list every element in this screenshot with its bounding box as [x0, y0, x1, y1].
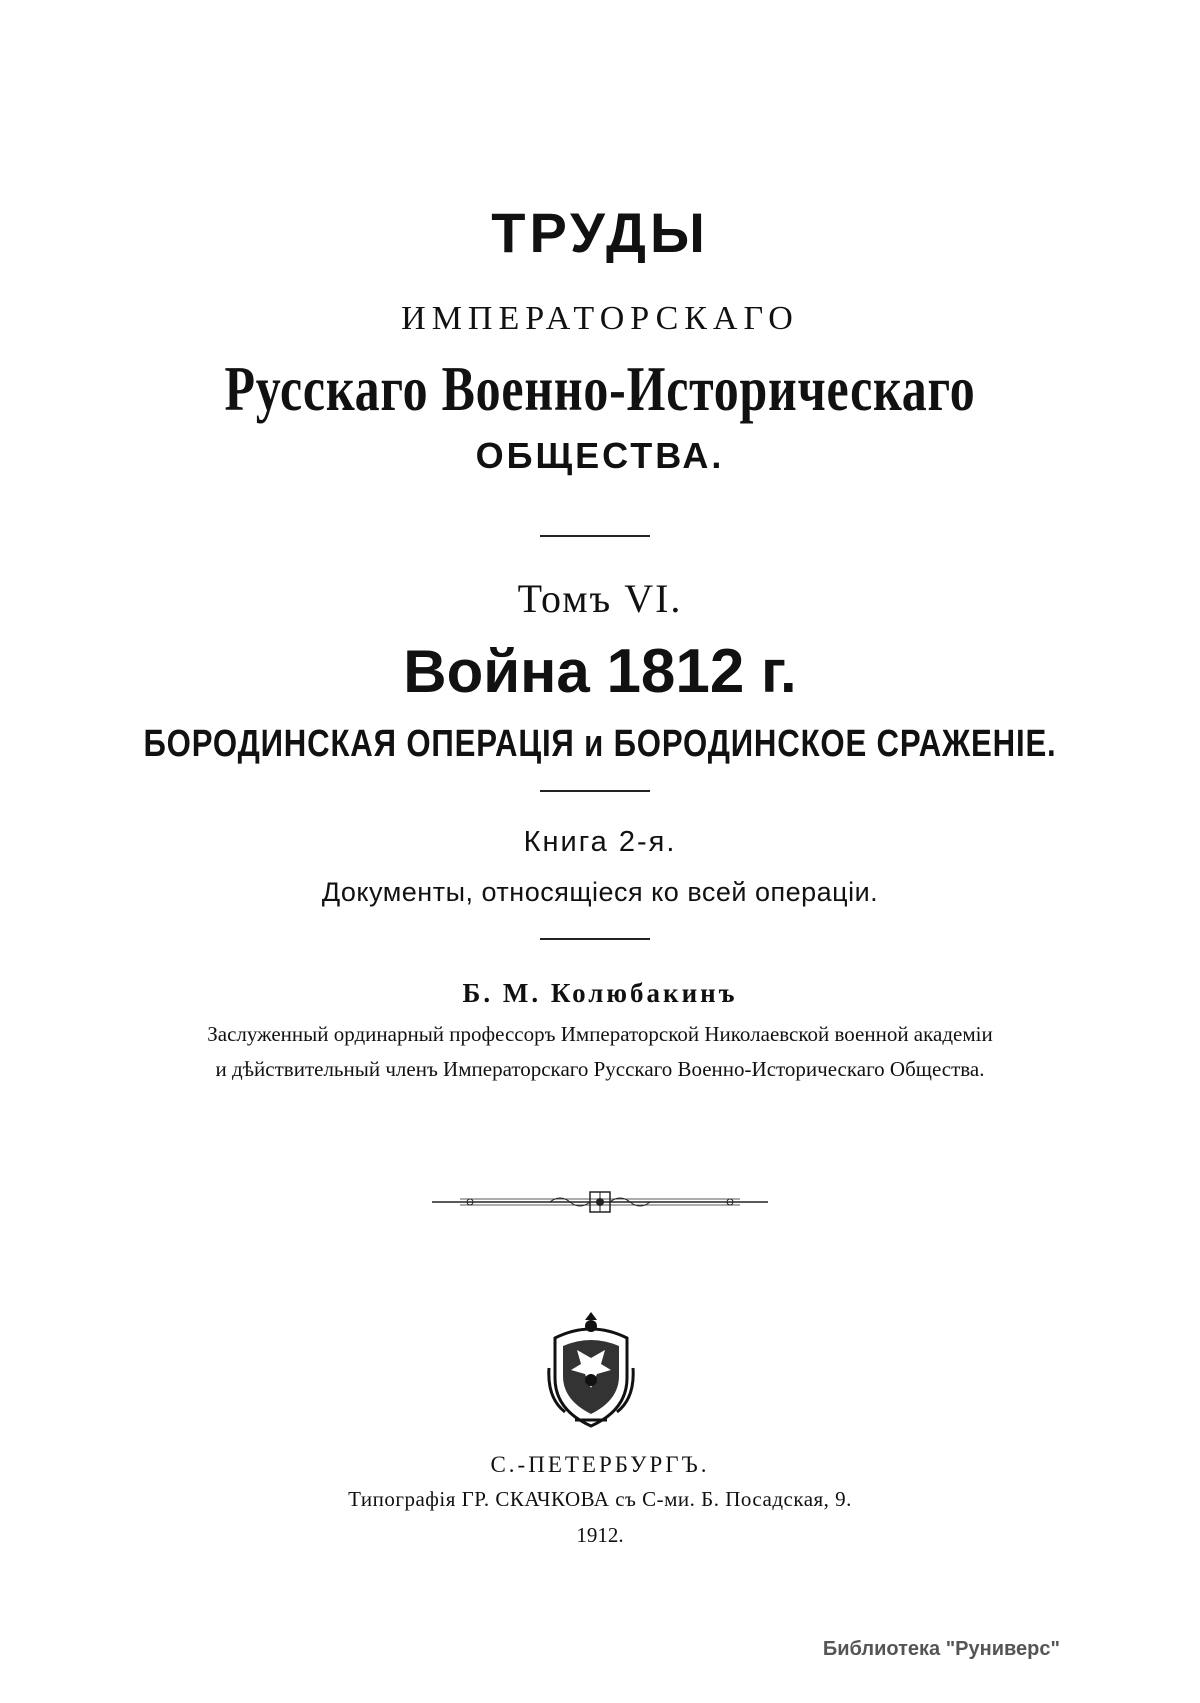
publication-city: С.-ПЕТЕРБУРГЪ. [490, 1452, 710, 1477]
library-watermark: Библиотека "Руниверс" [822, 1638, 1060, 1660]
book-number: Книга 2-я. [523, 826, 677, 858]
publication-year: 1912. [576, 1523, 624, 1547]
author-name: Б. М. Колюбакинъ [462, 978, 738, 1008]
society-label: ОБЩЕСТВА. [475, 435, 725, 476]
divider-rule [540, 790, 650, 792]
author-affiliation-line: Заслуженный ординарный профессоръ Императорской Николаевской военной академіи [207, 1022, 993, 1046]
author-affiliation-line: и дѣйствительный членъ Императорскаго Русскаго Военно-Историческаго Общества. [215, 1057, 985, 1081]
double-headed-eagle-emblem-icon [545, 1308, 637, 1430]
series-title: ТРУДЫ [491, 201, 709, 264]
war-heading [0, 636, 1200, 707]
book-description: Документы, относящіеся ко всей операціи. [321, 877, 879, 907]
war-prefix: Война [403, 638, 590, 705]
subtitle: БОРОДИНСКАЯ ОПЕРАЦІЯ и БОРОДИНСКОЕ СРАЖЕНІЕ. [143, 723, 1057, 765]
war-year: 1812 [606, 637, 745, 706]
divider-rule [540, 938, 650, 940]
imperial-label: ИМПЕРАТОРСКАГО [401, 300, 799, 337]
printer-line: Типографія ГР. СКАЧКОВА съ С-ми. Б. Посадская, 9. [348, 1487, 852, 1511]
divider-rule [540, 535, 650, 537]
volume-label: Томъ VI. [517, 576, 683, 621]
ornament-divider-icon [430, 1188, 770, 1216]
war-suffix: г. [761, 638, 797, 705]
society-name: Русскаго Военно-Историческаго [224, 353, 976, 424]
